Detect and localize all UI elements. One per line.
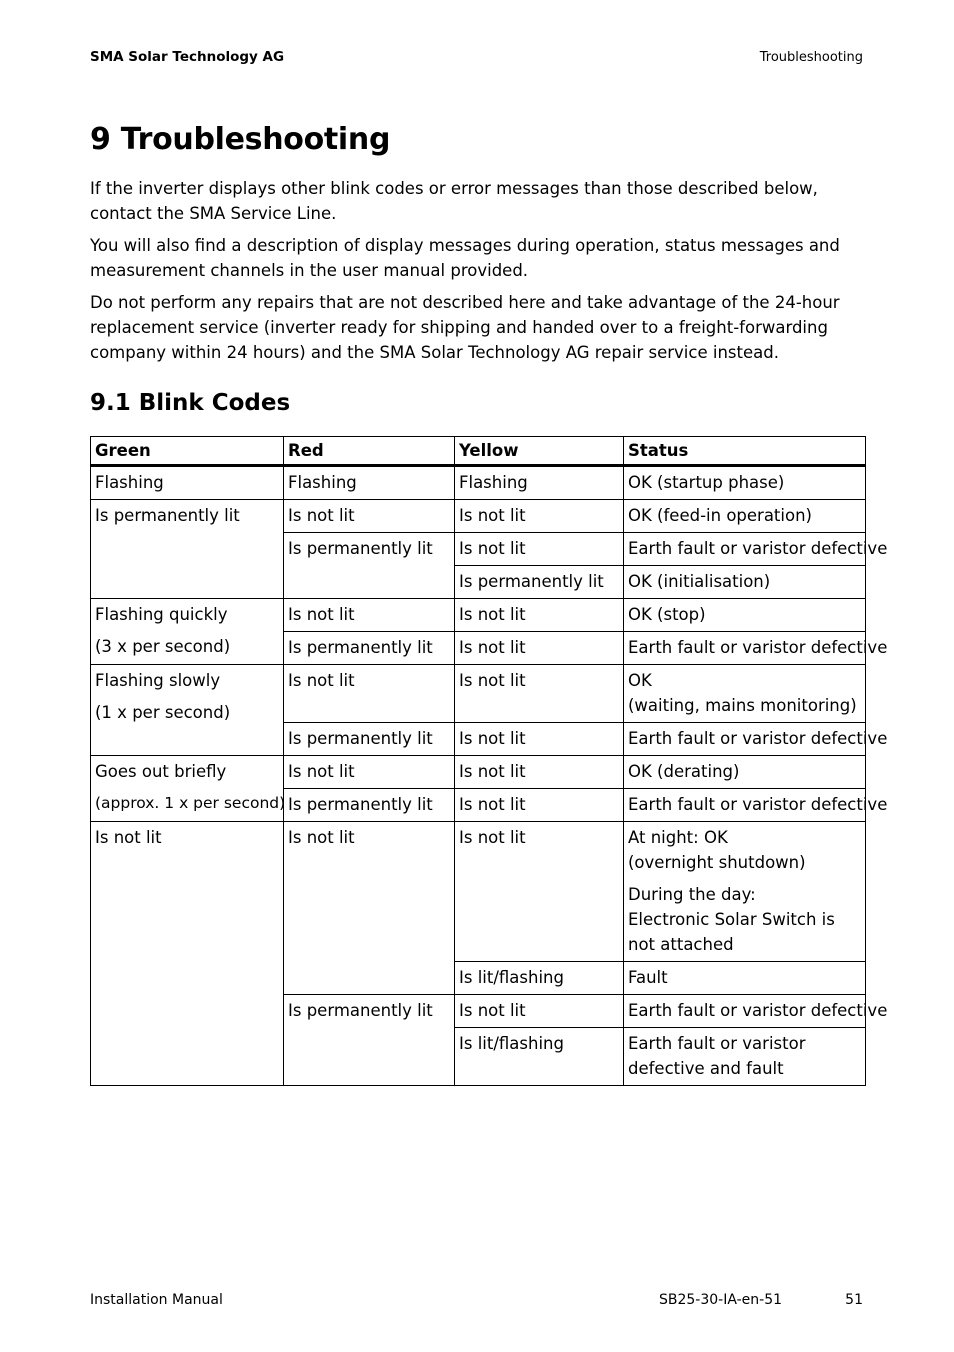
- status-cell: [624, 665, 866, 723]
- yellow-cell: Is not lit: [455, 789, 624, 822]
- yellow-cell: Is not lit: [455, 995, 624, 1028]
- status-line: Electronic Solar Switch is not attached: [628, 910, 835, 954]
- footer-manual: Installation Manual: [90, 1292, 223, 1308]
- status-cell: Earth fault or varistor defective: [624, 632, 866, 665]
- status-cell: OK (stop): [624, 599, 866, 632]
- status-cell: OK (feed-in operation): [624, 500, 866, 533]
- green-cell: [91, 665, 284, 756]
- green-cell: Is not lit: [91, 822, 284, 1086]
- status-cell: Fault: [624, 962, 866, 995]
- table-row: [91, 500, 866, 533]
- header-section: Troubleshooting: [759, 50, 863, 65]
- page-number: 51: [845, 1292, 863, 1308]
- table-row: [91, 665, 866, 723]
- yellow-cell: Is not lit: [455, 500, 624, 533]
- green-mode: Goes out briefly: [95, 762, 227, 781]
- green-frequency: (approx. 1 x per second): [95, 794, 286, 812]
- yellow-cell: Is not lit: [455, 632, 624, 665]
- green-mode: Flashing slowly: [95, 671, 221, 690]
- red-cell: Is permanently lit: [284, 533, 455, 599]
- green-cell: [91, 756, 284, 822]
- intro-text: [90, 176, 865, 372]
- table-header-row: [91, 437, 866, 466]
- status-cell: Earth fault or varistor defective: [624, 789, 866, 822]
- red-cell: Is permanently lit: [284, 995, 455, 1086]
- yellow-cell: Is not lit: [455, 756, 624, 789]
- intro-paragraph: If the inverter displays other blink codes or error messages than those described below, contact the SMA Service Line.: [90, 179, 818, 223]
- yellow-cell: Is not lit: [455, 822, 624, 962]
- header-company: SMA Solar Technology AG: [90, 49, 285, 65]
- green-cell: [91, 599, 284, 665]
- green-mode: Flashing quickly: [95, 605, 228, 624]
- page-title: 9 Troubleshooting: [90, 122, 391, 157]
- status-line: (overnight shutdown): [628, 853, 806, 872]
- green-frequency: (1 x per second): [95, 703, 231, 722]
- table-row: [91, 599, 866, 632]
- status-line: At night: OK: [628, 828, 728, 847]
- column-header-status: Status: [624, 437, 866, 466]
- yellow-cell: Is not lit: [455, 599, 624, 632]
- red-cell: Is not lit: [284, 756, 455, 789]
- red-cell: Is permanently lit: [284, 723, 455, 756]
- yellow-cell: Is not lit: [455, 723, 624, 756]
- status-cell: Earth fault or varistor defective and fault: [624, 1028, 866, 1086]
- green-frequency: (3 x per second): [95, 637, 231, 656]
- status-line: (waiting, mains monitoring): [628, 696, 857, 715]
- green-cell: Flashing: [91, 466, 284, 500]
- table-row: [91, 822, 866, 962]
- red-cell: Is not lit: [284, 822, 455, 995]
- status-cell: OK (startup phase): [624, 466, 866, 500]
- status-cell: OK (initialisation): [624, 566, 866, 599]
- red-cell: Is permanently lit: [284, 789, 455, 822]
- status-cell: Earth fault or varistor defective: [624, 533, 866, 566]
- yellow-cell: Is not lit: [455, 665, 624, 723]
- yellow-cell: Is not lit: [455, 533, 624, 566]
- yellow-cell: Is lit/flashing: [455, 962, 624, 995]
- yellow-cell: Flashing: [455, 466, 624, 500]
- yellow-cell: Is lit/flashing: [455, 1028, 624, 1086]
- green-cell: Is permanently lit: [91, 500, 284, 599]
- table-row: [91, 466, 866, 500]
- red-cell: Is not lit: [284, 665, 455, 723]
- table-row: [91, 756, 866, 789]
- yellow-cell: Is permanently lit: [455, 566, 624, 599]
- column-header-yellow: Yellow: [455, 437, 624, 466]
- status-cell: [624, 822, 866, 962]
- subsection-title: 9.1 Blink Codes: [90, 390, 291, 416]
- status-line: OK: [628, 671, 652, 690]
- red-cell: Is not lit: [284, 500, 455, 533]
- column-header-green: Green: [91, 437, 284, 466]
- red-cell: Is not lit: [284, 599, 455, 632]
- intro-paragraph: Do not perform any repairs that are not described here and take advantage of the 24-hour replacement service (inverter ready for shipping and handed over to a freight-forwarding company within 24 hours) and the SMA Solar Technology AG repair service instead.: [90, 293, 840, 362]
- status-cell: OK (derating): [624, 756, 866, 789]
- status-cell: Earth fault or varistor defective: [624, 723, 866, 756]
- intro-paragraph: You will also find a description of display messages during operation, status messages and measurement channels in the user manual provided.: [90, 236, 840, 280]
- red-cell: Is permanently lit: [284, 632, 455, 665]
- column-header-red: Red: [284, 437, 455, 466]
- status-cell: Earth fault or varistor defective: [624, 995, 866, 1028]
- red-cell: Flashing: [284, 466, 455, 500]
- status-line: During the day:: [628, 885, 756, 904]
- footer-document-id: SB25-30-IA-en-51: [659, 1292, 783, 1308]
- blink-codes-table: [90, 436, 888, 1086]
